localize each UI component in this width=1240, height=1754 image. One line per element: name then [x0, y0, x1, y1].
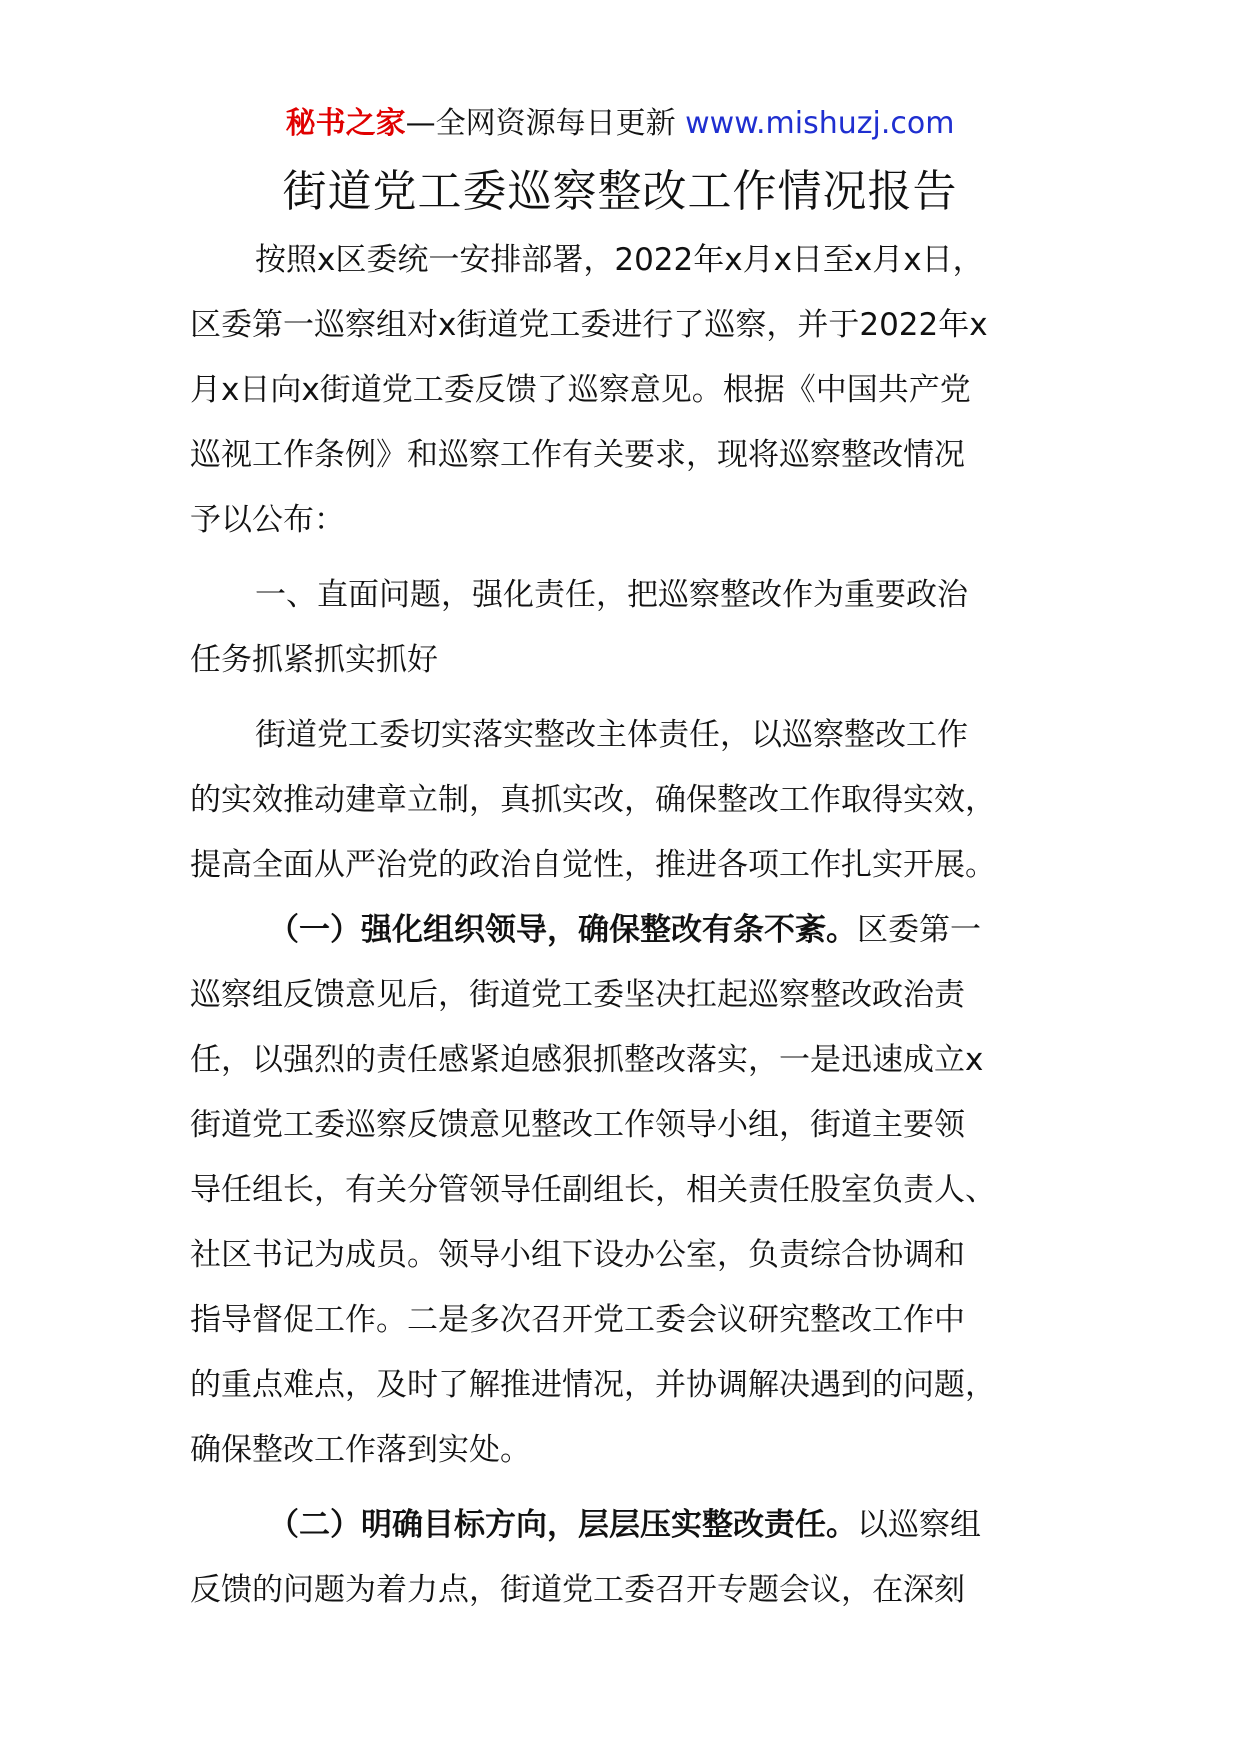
- paragraph-line: 街道党工委巡察反馈意见整改工作领导小组，街道主要领: [190, 1107, 965, 1143]
- site-url-link[interactable]: www.mishuzj.com: [685, 106, 955, 141]
- section1-body-paragraph: [190, 703, 1060, 898]
- paragraph-line: 街道党工委切实落实整改主体责任，以巡察整改工作: [255, 717, 968, 753]
- document-title: 街道党工委巡察整改工作情况报告: [282, 166, 958, 217]
- paragraph-line: 提高全面从严治党的政治自觉性，推进各项工作扎实开展。: [190, 847, 996, 883]
- intro-paragraph: [190, 228, 1060, 553]
- section-heading-1: [190, 563, 1060, 693]
- paragraph-line: 巡察组反馈意见后，街道党工委坚决扛起巡察整改政治责: [190, 977, 965, 1013]
- section-heading-line: 一、直面问题，强化责任，把巡察整改作为重要政治: [255, 577, 968, 613]
- paragraph-line: 任，以强烈的责任感紧迫感狠抓整改落实，一是迅速成立x: [190, 1042, 984, 1078]
- document-body: [190, 228, 1060, 1623]
- item-heading: （二）明确目标方向，层层压实整改责任。: [268, 1507, 857, 1543]
- header-slogan: —全网资源每日更新: [405, 106, 686, 141]
- site-header: [0, 100, 1240, 148]
- paragraph-line: 的重点难点，及时了解推进情况，并协调解决遇到的问题，: [190, 1367, 996, 1403]
- brand-name: 秘书之家: [285, 106, 406, 141]
- item-2-paragraph: [190, 1493, 1060, 1623]
- paragraph-line: 月x日向x街道党工委反馈了巡察意见。根据《中国共产党: [190, 372, 971, 408]
- item-first-line: [190, 898, 1060, 963]
- paragraph-line: 指导督促工作。二是多次召开党工委会议研究整改工作中: [190, 1302, 965, 1338]
- paragraph-line: 巡视工作条例》和巡察工作有关要求，现将巡察整改情况: [190, 437, 965, 473]
- item-first-line-rest: 区委第一: [857, 912, 981, 948]
- paragraph-line: 社区书记为成员。领导小组下设办公室，负责综合协调和: [190, 1237, 965, 1273]
- item-first-line: [190, 1493, 1060, 1558]
- paragraph-line: 予以公布：: [190, 502, 345, 538]
- section-heading-line: 任务抓紧抓实抓好: [190, 642, 438, 678]
- paragraph-line: 按照x区委统一安排部署，2022年x月x日至x月x日，: [255, 242, 984, 278]
- paragraph-line: 确保整改工作落到实处。: [190, 1432, 531, 1468]
- item-first-line-rest: 以巡察组: [857, 1507, 981, 1543]
- paragraph-line: 的实效推动建章立制，真抓实改，确保整改工作取得实效，: [190, 782, 996, 818]
- paragraph-line: 反馈的问题为着力点，街道党工委召开专题会议，在深刻: [190, 1572, 965, 1608]
- item-1-paragraph: [190, 898, 1060, 1483]
- paragraph-line: 区委第一巡察组对x街道党工委进行了巡察，并于2022年x: [190, 307, 988, 343]
- paragraph-line: 导任组长，有关分管领导任副组长，相关责任股室负责人、: [190, 1172, 996, 1208]
- item-heading: （一）强化组织领导，确保整改有条不紊。: [268, 912, 857, 948]
